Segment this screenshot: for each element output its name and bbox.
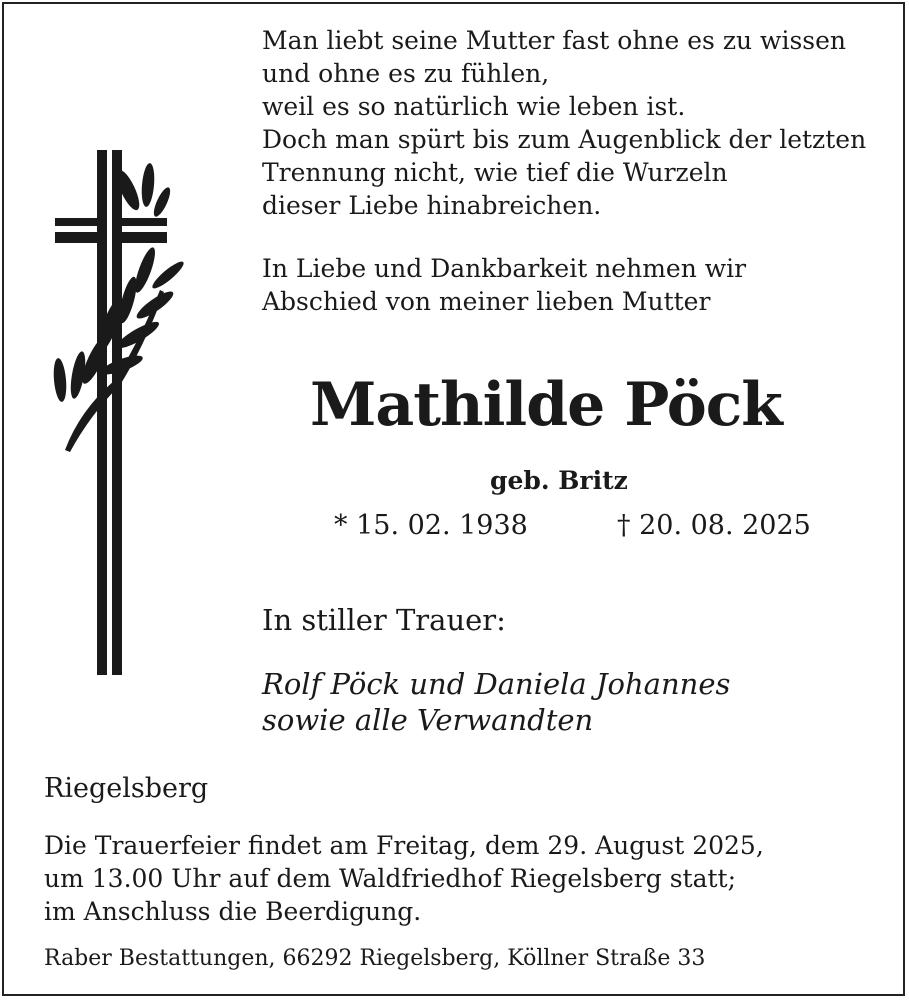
poem-line: weil es so natürlich wie leben ist. xyxy=(262,92,686,121)
maiden-name: geb. Britz xyxy=(490,466,628,495)
intro-line: In Liebe und Dankbarkeit nehmen wir xyxy=(262,254,747,283)
poem-line: und ohne es zu fühlen, xyxy=(262,59,550,88)
mourners-line: Rolf Pöck und Daniela Johannes xyxy=(262,667,731,701)
service-line: im Anschluss die Beerdigung. xyxy=(44,897,422,926)
mourners xyxy=(262,666,730,738)
service-line: Die Trauerfeier findet am Freitag, dem 29. August 2025, xyxy=(44,831,764,860)
intro-line: Abschied von meiner lieben Mutter xyxy=(262,287,711,316)
service-info xyxy=(44,829,764,928)
birth-date: * 15. 02. 1938 xyxy=(334,510,528,541)
mourners-line: sowie alle Verwandten xyxy=(262,703,594,737)
poem-line: dieser Liebe hinabreichen. xyxy=(262,191,602,220)
poem-line: Trennung nicht, wie tief die Wurzeln xyxy=(262,158,728,187)
poem-line: Doch man spürt bis zum Augenblick der letzten xyxy=(262,125,867,154)
place: Riegelsberg xyxy=(44,773,209,804)
undertaker: Raber Bestattungen, 66292 Riegelsberg, Köllner Straße 33 xyxy=(44,946,706,971)
mourning-heading: In stiller Trauer: xyxy=(262,603,506,637)
service-line: um 13.00 Uhr auf dem Waldfriedhof Riegelsberg statt; xyxy=(44,864,737,893)
poem xyxy=(262,24,866,222)
intro xyxy=(262,252,746,318)
deceased-name: Mathilde Pöck xyxy=(310,370,782,440)
cross-with-palm-branch-icon xyxy=(40,140,190,680)
poem-line: Man liebt seine Mutter fast ohne es zu wissen xyxy=(262,26,846,55)
death-date: † 20. 08. 2025 xyxy=(617,510,811,541)
